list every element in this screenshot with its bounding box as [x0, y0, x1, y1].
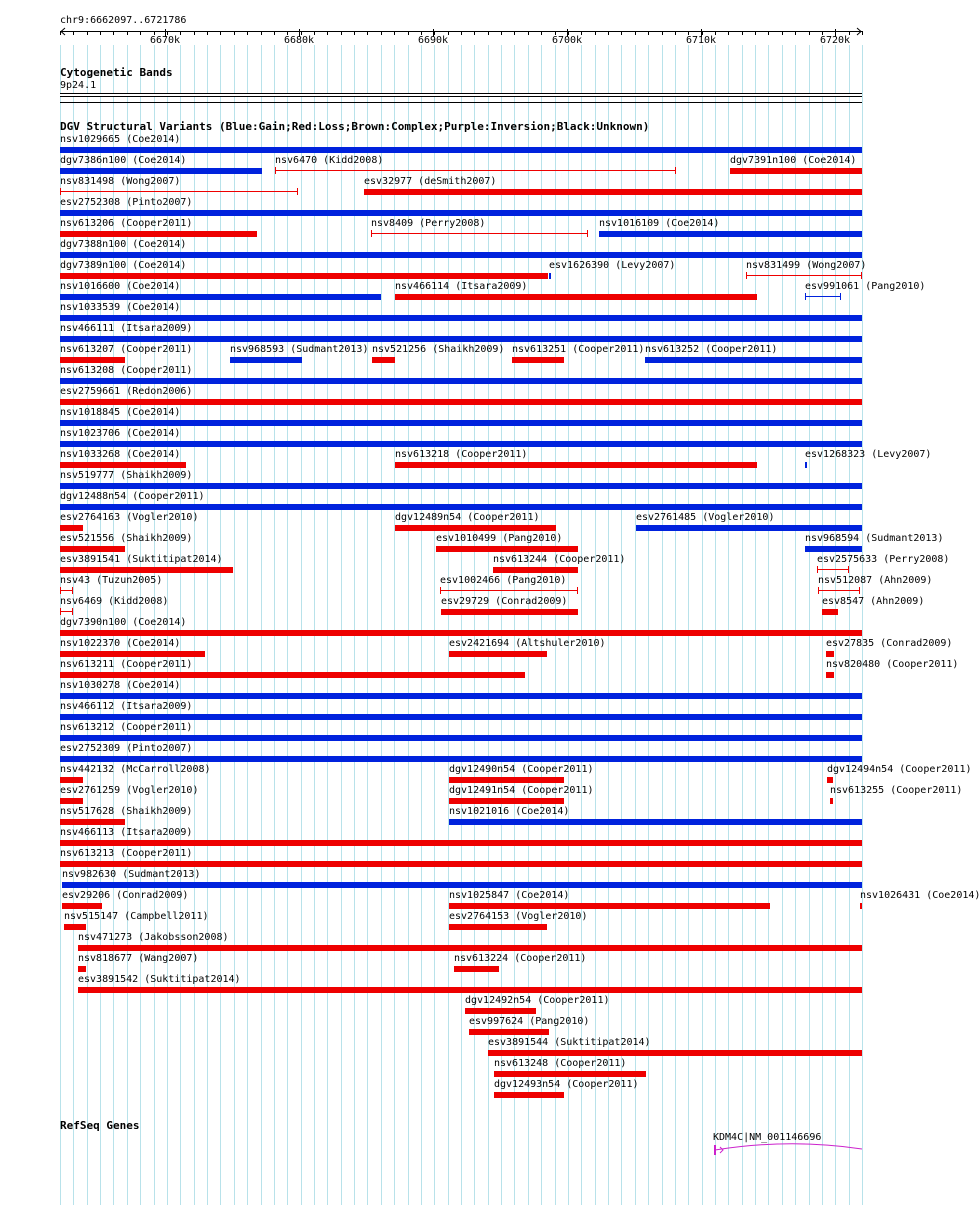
- variant-label: nsv6470 (Kidd2008): [275, 155, 384, 166]
- loss-variant-bar[interactable]: [827, 777, 833, 783]
- variant-label: nsv442132 (McCarroll2008): [60, 764, 211, 775]
- loss-variant-bar[interactable]: [436, 546, 578, 552]
- gain-variant-bar[interactable]: [60, 378, 862, 384]
- variant-label: nsv1033539 (Coe2014): [60, 302, 181, 313]
- loss-variant-bar[interactable]: [60, 611, 73, 612]
- gain-variant-bar[interactable]: [805, 296, 841, 297]
- variant-label: dgv12489n54 (Cooper2011): [395, 512, 540, 523]
- variant-label: nsv8409 (Perry2008): [371, 218, 486, 229]
- gain-variant-bar[interactable]: [805, 462, 807, 468]
- loss-variant-bar[interactable]: [60, 672, 525, 678]
- variant-end-cap: [805, 293, 806, 300]
- variant-label: nsv1026431 (Coe2014): [860, 890, 980, 901]
- variant-label: nsv1033268 (Coe2014): [60, 449, 181, 460]
- variant-end-cap: [297, 188, 298, 195]
- refseq-track-title: RefSeq Genes: [60, 1119, 140, 1132]
- loss-variant-bar[interactable]: [60, 840, 862, 846]
- variant-label: esv2764153 (Vogler2010): [449, 911, 588, 922]
- variant-end-cap: [587, 230, 588, 237]
- variant-label: nsv968594 (Sudmant2013): [805, 533, 944, 544]
- variant-label: nsv1016109 (Coe2014): [599, 218, 720, 229]
- loss-variant-bar[interactable]: [441, 609, 578, 615]
- gain-variant-bar[interactable]: [549, 273, 551, 279]
- variant-label: esv2752308 (Pinto2007): [60, 197, 193, 208]
- variant-label: nsv515147 (Campbell2011): [64, 911, 209, 922]
- loss-variant-bar[interactable]: [730, 168, 862, 174]
- loss-variant-bar[interactable]: [465, 1008, 536, 1014]
- loss-variant-bar[interactable]: [60, 462, 186, 468]
- loss-variant-bar[interactable]: [826, 672, 834, 678]
- variant-label: nsv613208 (Cooper2011): [60, 365, 193, 376]
- variant-label: nsv613252 (Cooper2011): [645, 344, 778, 355]
- loss-variant-bar[interactable]: [395, 462, 757, 468]
- loss-variant-bar[interactable]: [449, 798, 564, 804]
- loss-variant-bar[interactable]: [488, 1050, 862, 1056]
- variant-label: nsv466114 (Itsara2009): [395, 281, 528, 292]
- locus-label: chr9:6662097..6721786: [60, 15, 187, 26]
- variant-label: esv1002466 (Pang2010): [440, 575, 567, 586]
- variant-label: esv521556 (Shaikh2009): [60, 533, 193, 544]
- variant-label: esv8547 (Ahn2009): [822, 596, 925, 607]
- loss-variant-bar[interactable]: [60, 357, 125, 363]
- variant-label: esv29729 (Conrad2009): [441, 596, 568, 607]
- loss-variant-bar[interactable]: [60, 525, 83, 531]
- dgv-track-title: DGV Structural Variants (Blue:Gain;Red:Loss;Brown:Complex;Purple:Inversion;Black:Unknown): [60, 120, 650, 133]
- variant-end-cap: [72, 608, 73, 615]
- loss-variant-bar[interactable]: [493, 567, 578, 573]
- variant-label: dgv7389n100 (Coe2014): [60, 260, 187, 271]
- variant-label: esv991061 (Pang2010): [805, 281, 926, 292]
- ruler-tick-label: 6720k: [819, 35, 851, 46]
- loss-variant-bar[interactable]: [469, 1029, 549, 1035]
- loss-variant-bar[interactable]: [60, 777, 83, 783]
- loss-variant-bar[interactable]: [440, 590, 578, 591]
- gain-variant-bar[interactable]: [230, 357, 302, 363]
- ruler-tick-label: 6700k: [551, 35, 583, 46]
- gain-variant-bar[interactable]: [60, 210, 862, 216]
- variant-end-cap: [275, 167, 276, 174]
- ruler-tick-label: 6680k: [283, 35, 315, 46]
- variant-end-cap: [861, 272, 862, 279]
- gain-variant-bar[interactable]: [60, 420, 862, 426]
- gain-variant-bar[interactable]: [805, 546, 862, 552]
- variant-label: nsv613206 (Cooper2011): [60, 218, 193, 229]
- variant-end-cap: [440, 587, 441, 594]
- variant-label: esv3891542 (Suktitipat2014): [78, 974, 241, 985]
- variant-end-cap: [577, 587, 578, 594]
- cytoband-track-title: Cytogenetic Bands: [60, 66, 173, 79]
- variant-end-cap: [60, 587, 61, 594]
- variant-label: nsv982630 (Sudmant2013): [62, 869, 201, 880]
- loss-variant-bar[interactable]: [78, 945, 862, 951]
- loss-variant-bar[interactable]: [60, 191, 298, 192]
- loss-variant-bar[interactable]: [78, 966, 86, 972]
- gain-variant-bar[interactable]: [60, 441, 862, 447]
- variant-label: nsv831498 (Wong2007): [60, 176, 181, 187]
- variant-label: nsv512087 (Ahn2009): [818, 575, 933, 586]
- gain-variant-bar[interactable]: [60, 336, 862, 342]
- loss-variant-bar[interactable]: [372, 357, 395, 363]
- variant-end-cap: [746, 272, 747, 279]
- variant-label: nsv613213 (Cooper2011): [60, 848, 193, 859]
- variant-label: dgv7386n100 (Coe2014): [60, 155, 187, 166]
- gain-variant-bar[interactable]: [60, 483, 862, 489]
- loss-variant-bar[interactable]: [78, 987, 862, 993]
- variant-label: dgv12490n54 (Cooper2011): [449, 764, 594, 775]
- gene-exon: [714, 1145, 716, 1155]
- loss-variant-bar[interactable]: [395, 294, 757, 300]
- variant-label: dgv12492n54 (Cooper2011): [465, 995, 610, 1006]
- variant-label: nsv521256 (Shaikh2009): [372, 344, 505, 355]
- variant-label: esv2761259 (Vogler2010): [60, 785, 199, 796]
- variant-label: nsv613218 (Cooper2011): [395, 449, 528, 460]
- variant-end-cap: [817, 566, 818, 573]
- variant-label: nsv1022370 (Coe2014): [60, 638, 181, 649]
- variant-end-cap: [818, 587, 819, 594]
- variant-label: dgv12491n54 (Cooper2011): [449, 785, 594, 796]
- variant-end-cap: [72, 587, 73, 594]
- loss-variant-bar[interactable]: [60, 630, 862, 636]
- variant-label: nsv613212 (Cooper2011): [60, 722, 193, 733]
- variant-label: nsv466113 (Itsara2009): [60, 827, 193, 838]
- gain-variant-bar[interactable]: [60, 168, 262, 174]
- loss-variant-bar[interactable]: [826, 651, 834, 657]
- gain-variant-bar[interactable]: [60, 504, 862, 510]
- loss-variant-bar[interactable]: [449, 651, 547, 657]
- variant-label: nsv1018845 (Coe2014): [60, 407, 181, 418]
- variant-label: esv997624 (Pang2010): [469, 1016, 590, 1027]
- gain-variant-bar[interactable]: [599, 231, 862, 237]
- variant-label: nsv466112 (Itsara2009): [60, 701, 193, 712]
- loss-variant-bar[interactable]: [60, 273, 548, 279]
- loss-variant-bar[interactable]: [62, 903, 102, 909]
- variant-label: nsv613244 (Cooper2011): [493, 554, 626, 565]
- loss-variant-bar[interactable]: [64, 924, 86, 930]
- gain-variant-bar[interactable]: [60, 294, 381, 300]
- variant-label: dgv7391n100 (Coe2014): [730, 155, 857, 166]
- variant-label: nsv831499 (Wong2007): [746, 260, 867, 271]
- variant-end-cap: [60, 608, 61, 615]
- loss-variant-bar[interactable]: [60, 399, 862, 405]
- variant-label: nsv613207 (Cooper2011): [60, 344, 193, 355]
- loss-variant-bar[interactable]: [275, 170, 676, 171]
- gain-variant-bar[interactable]: [62, 882, 862, 888]
- variant-label: esv1626390 (Levy2007): [549, 260, 676, 271]
- loss-variant-bar[interactable]: [60, 651, 205, 657]
- variant-label: nsv820480 (Cooper2011): [826, 659, 959, 670]
- loss-variant-bar[interactable]: [449, 924, 547, 930]
- variant-label: nsv1021016 (Coe2014): [449, 806, 570, 817]
- gain-variant-bar[interactable]: [449, 819, 862, 825]
- ruler-tick-label: 6670k: [149, 35, 181, 46]
- variant-label: esv2575633 (Perry2008): [817, 554, 950, 565]
- variant-label: dgv7390n100 (Coe2014): [60, 617, 187, 628]
- loss-variant-bar[interactable]: [830, 798, 833, 804]
- variant-label: nsv968593 (Sudmant2013): [230, 344, 369, 355]
- loss-variant-bar[interactable]: [449, 903, 770, 909]
- variant-label: nsv6469 (Kidd2008): [60, 596, 169, 607]
- variant-label: nsv613255 (Cooper2011): [830, 785, 963, 796]
- loss-variant-bar[interactable]: [494, 1071, 646, 1077]
- loss-variant-bar[interactable]: [60, 590, 73, 591]
- loss-variant-bar[interactable]: [512, 357, 564, 363]
- variant-label: esv27835 (Conrad2009): [826, 638, 953, 649]
- variant-label: esv2764163 (Vogler2010): [60, 512, 199, 523]
- loss-variant-bar[interactable]: [60, 231, 257, 237]
- variant-label: nsv1025847 (Coe2014): [449, 890, 570, 901]
- gain-variant-bar[interactable]: [60, 147, 862, 153]
- variant-label: nsv1030278 (Coe2014): [60, 680, 181, 691]
- variant-label: esv2421694 (Altshuler2010): [449, 638, 606, 649]
- variant-end-cap: [859, 587, 860, 594]
- variant-label: nsv519777 (Shaikh2009): [60, 470, 193, 481]
- loss-variant-bar[interactable]: [494, 1092, 564, 1098]
- variant-label: esv3891541 (Suktitipat2014): [60, 554, 223, 565]
- loss-variant-bar[interactable]: [60, 567, 233, 573]
- gain-variant-bar[interactable]: [60, 714, 862, 720]
- ruler-tick-label: 6690k: [417, 35, 449, 46]
- variant-label: nsv43 (Tuzun2005): [60, 575, 163, 586]
- variant-label: nsv613211 (Cooper2011): [60, 659, 193, 670]
- gene-model[interactable]: [710, 1140, 870, 1160]
- loss-variant-bar[interactable]: [395, 525, 556, 531]
- variant-end-cap: [371, 230, 372, 237]
- gene-label[interactable]: KDM4C|NM_001146696: [713, 1132, 822, 1143]
- loss-variant-bar[interactable]: [60, 546, 125, 552]
- variant-label: dgv12488n54 (Cooper2011): [60, 491, 205, 502]
- variant-label: nsv818677 (Wang2007): [78, 953, 199, 964]
- variant-label: esv2761485 (Vogler2010): [636, 512, 775, 523]
- loss-variant-bar[interactable]: [817, 569, 849, 570]
- loss-variant-bar[interactable]: [60, 861, 862, 867]
- variant-end-cap: [60, 188, 61, 195]
- variant-label: nsv466111 (Itsara2009): [60, 323, 193, 334]
- loss-variant-bar[interactable]: [449, 777, 564, 783]
- gain-variant-bar[interactable]: [60, 315, 862, 321]
- variant-end-cap: [675, 167, 676, 174]
- ruler-tick-label: 6710k: [685, 35, 717, 46]
- variant-label: esv1268323 (Levy2007): [805, 449, 932, 460]
- loss-variant-bar[interactable]: [822, 609, 838, 615]
- loss-variant-bar[interactable]: [371, 233, 588, 234]
- loss-variant-bar[interactable]: [60, 819, 125, 825]
- gain-variant-bar[interactable]: [60, 693, 862, 699]
- variant-label: nsv1023706 (Coe2014): [60, 428, 181, 439]
- variant-label: nsv613251 (Cooper2011): [512, 344, 645, 355]
- loss-variant-bar[interactable]: [818, 590, 860, 591]
- gain-variant-bar[interactable]: [636, 525, 862, 531]
- loss-variant-bar[interactable]: [746, 275, 862, 276]
- variant-label: esv3891544 (Suktitipat2014): [488, 1037, 651, 1048]
- variant-label: nsv613224 (Cooper2011): [454, 953, 587, 964]
- variant-label: nsv471273 (Jakobsson2008): [78, 932, 229, 943]
- cytoband-label: 9p24.1: [60, 80, 97, 91]
- loss-variant-bar[interactable]: [454, 966, 499, 972]
- gain-variant-bar[interactable]: [645, 357, 862, 363]
- gain-variant-bar[interactable]: [60, 735, 862, 741]
- variant-label: nsv517628 (Shaikh2009): [60, 806, 193, 817]
- variant-label: esv2752309 (Pinto2007): [60, 743, 193, 754]
- strand-arrow-icon: [720, 1147, 723, 1153]
- variant-label: esv1010499 (Pang2010): [436, 533, 563, 544]
- variant-label: esv2759661 (Redon2006): [60, 386, 193, 397]
- variant-label: nsv1029665 (Coe2014): [60, 134, 181, 145]
- gain-variant-bar[interactable]: [60, 252, 862, 258]
- variant-label: nsv1016600 (Coe2014): [60, 281, 181, 292]
- variant-label: nsv613248 (Cooper2011): [494, 1058, 627, 1069]
- variant-label: dgv12493n54 (Cooper2011): [494, 1079, 639, 1090]
- gene-intron-line: [715, 1144, 862, 1150]
- variant-label: esv29206 (Conrad2009): [62, 890, 189, 901]
- variant-end-cap: [840, 293, 841, 300]
- variant-label: dgv7388n100 (Coe2014): [60, 239, 187, 250]
- variant-label: dgv12494n54 (Cooper2011): [827, 764, 972, 775]
- gain-variant-bar[interactable]: [60, 756, 862, 762]
- loss-variant-bar[interactable]: [60, 798, 83, 804]
- loss-variant-bar[interactable]: [860, 903, 862, 909]
- variant-label: esv32977 (deSmith2007): [364, 176, 497, 187]
- loss-variant-bar[interactable]: [364, 189, 862, 195]
- variant-end-cap: [848, 566, 849, 573]
